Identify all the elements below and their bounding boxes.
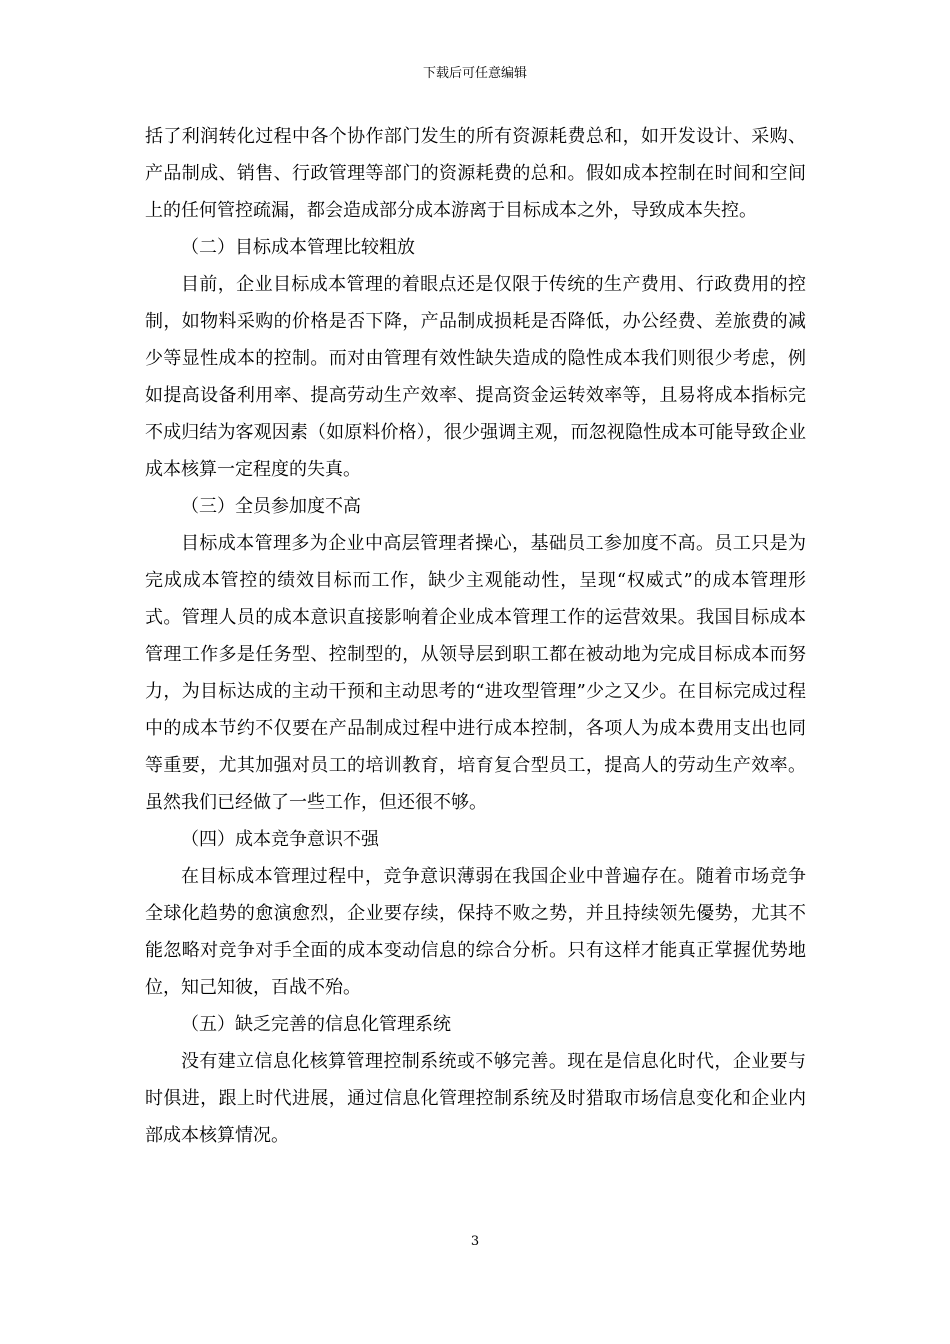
section-heading-5: （五）缺乏完善的信息化管理系统 [181, 1014, 451, 1035]
paragraph-3: 目标成本管理多为企业中高层管理者操心，基础员工参加度不高。员工只是为完成成本管控的绩效目标而工作，缺少主观能动性，呈现“权威式”的成本管理形式。管理人员的成本意识直接影响着企业成本管理工作的运营效果。我国目标成本管理工作多是任务型、控制型的，从领导层到职工都在被动地为完成目标成本而努力，为目标达成的主动干预和主动思考的“进攻型管理”少之又少。在目标完成过程中的成本节约不仅要在产品制成过程中进行成本控制，各项人为成本费用支出也同等重要，尤其加强对员工的培训教育，培育复合型员工，提高人的劳动生产效率。虽然我们已经做了一些工作，但还很不够。 [145, 533, 806, 813]
page-number: 3 [470, 1234, 480, 1249]
section-heading-3: （三）全员参加度不高 [181, 496, 361, 517]
page-header: 下载后可任意编辑 [422, 66, 527, 81]
document-body [145, 118, 806, 1154]
paragraph-continuation: 括了利润转化过程中各个协作部门发生的所有资源耗费总和，如开发设计、采购、产品制成、销售、行政管理等部门的资源耗费的总和。假如成本控制在时间和空间上的任何管控疏漏，都会造成部分成本游离于目标成本之外，导致成本失控。 [145, 126, 806, 221]
section-heading-2: （二）目标成本管理比较粗放 [181, 237, 415, 258]
paragraph-2: 目前，企业目标成本管理的着眼点还是仅限于传统的生产费用、行政费用的控制，如物料采购的价格是否下降，产品制成损耗是否降低，办公经费、差旅费的减少等显性成本的控制。而对由管理有效性缺失造成的隐性成本我们则很少考虑，例如提高设备利用率、提高劳动生产效率、提高资金运转效率等，且易将成本指标完不成归结为客观因素（如原料价格），很少强调主观，而忽视隐性成本可能导致企业成本核算一定程度的失真。 [145, 274, 806, 480]
paragraph-4: 在目标成本管理过程中，竞争意识薄弱在我国企业中普遍存在。随着市场竞争全球化趋势的愈演愈烈，企业要存续，保持不败之势，并且持续领先優势，尤其不能忽略对竞争对手全面的成本变动信息的综合分析。只有这样才能真正掌握优势地位，知己知彼，百战不殆。 [145, 866, 806, 998]
section-heading-4: （四）成本竞争意识不强 [181, 829, 379, 850]
paragraph-5: 没有建立信息化核算管理控制系统或不够完善。现在是信息化时代，企业要与时俱进，跟上时代进展，通过信息化管理控制系统及时猎取市场信息变化和企业内部成本核算情况。 [145, 1051, 806, 1146]
